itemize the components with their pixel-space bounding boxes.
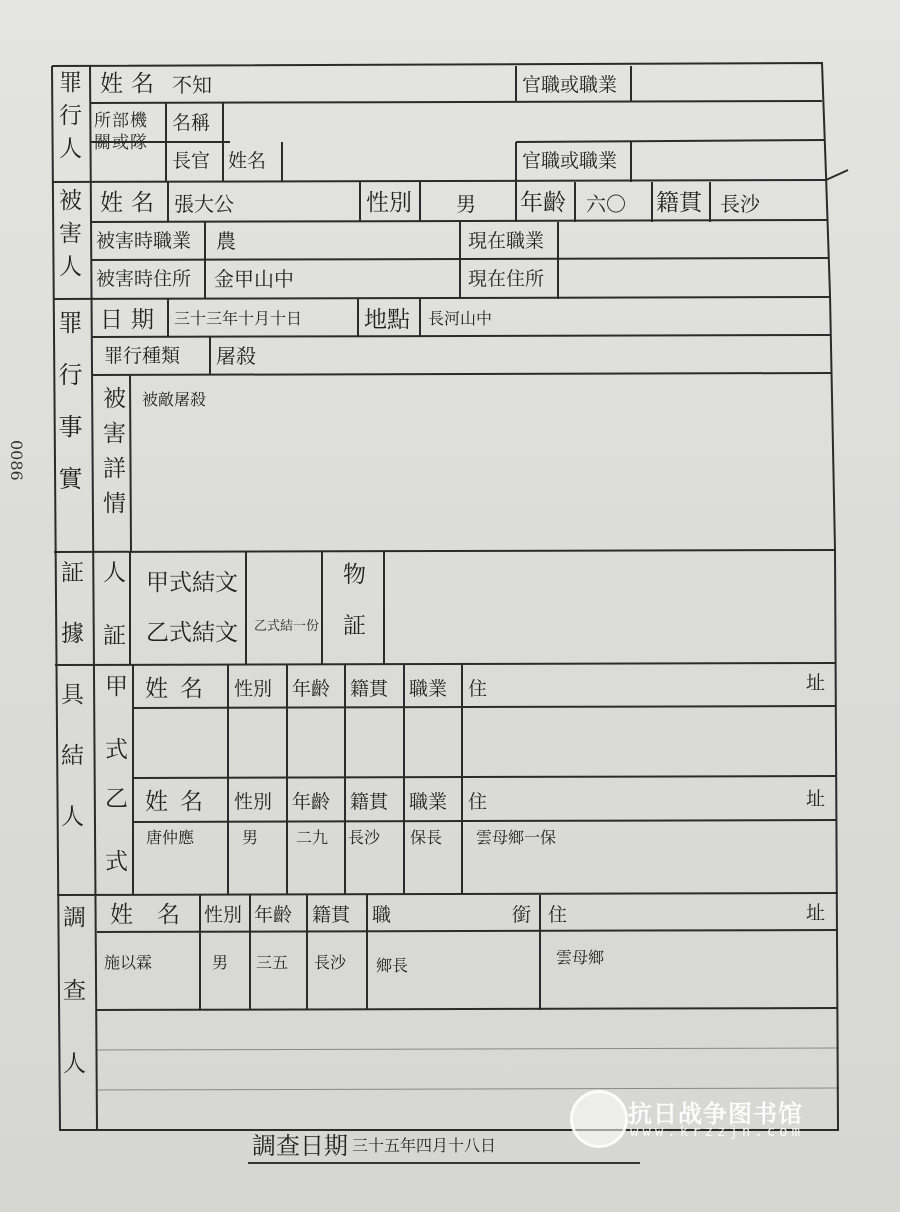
- perpetrator-rank-label: 官職或職業: [522, 74, 618, 96]
- victim-origin-value: 長沙: [720, 192, 760, 216]
- victim-job-then-value: 農: [216, 229, 236, 253]
- facts-place-value: 長河山中: [428, 309, 493, 328]
- crime-type-label: 罪行種類: [104, 345, 181, 367]
- ga-header-sex: 性別: [234, 678, 273, 700]
- victim-origin-label: 籍貫: [656, 190, 702, 216]
- guarantor-a-label: 甲式: [101, 674, 127, 800]
- inv-row-name: 施以霖: [104, 953, 153, 972]
- gb-header-name: 姓名: [145, 789, 215, 815]
- crime-type-value: 屠殺: [216, 344, 256, 368]
- ga-header-addr2: 址: [806, 672, 826, 694]
- form-b-note: 乙式結一份: [254, 619, 320, 634]
- victim-section-label: 被害人: [55, 188, 81, 287]
- gb-header-addr1: 住: [468, 791, 488, 813]
- inv-header-origin: 籍貫: [312, 904, 351, 926]
- gb-row-name: 唐仲應: [146, 828, 195, 847]
- facts-section-label: 罪行事實: [54, 310, 82, 518]
- gb-header-age: 年齡: [292, 791, 331, 813]
- ga-header-job: 職業: [409, 678, 448, 700]
- victim-sex-value: 男: [456, 192, 476, 216]
- inv-row-sex: 男: [212, 953, 229, 972]
- victim-job-now-label: 現在職業: [468, 230, 545, 252]
- material-evidence-label: 物証: [339, 562, 365, 664]
- watermark-title: 抗日战争图书馆: [628, 1100, 803, 1128]
- survey-date-underline: [248, 1162, 640, 1164]
- margin-number: 0086: [7, 440, 26, 481]
- perpetrator-unit-label: 所部機關或隊: [94, 111, 148, 153]
- facts-place-label: 地點: [364, 307, 410, 333]
- gb-header-origin: 籍貫: [350, 791, 389, 813]
- perpetrator-name-label: 姓名: [100, 71, 162, 97]
- commander-name-label: 姓名: [228, 150, 267, 172]
- library-logo-icon: [570, 1090, 628, 1148]
- inv-header-addr2: 址: [806, 902, 826, 924]
- victim-sex-label: 性別: [366, 190, 412, 216]
- inv-header-sex: 性別: [204, 904, 243, 926]
- commander-rank-label: 官職或職業: [522, 150, 618, 172]
- witness-label: 人証: [99, 560, 125, 686]
- details-label: 被害詳情: [99, 386, 125, 526]
- facts-date-value: 三十三年十月十日: [174, 309, 303, 328]
- gb-row-address: 雲母鄉一保: [476, 828, 557, 847]
- victim-job-then-label: 被害時職業: [96, 230, 192, 252]
- ga-header-origin: 籍貫: [350, 678, 389, 700]
- inv-header-name: 姓名: [110, 902, 204, 928]
- commander-label: 長官: [172, 150, 211, 172]
- perpetrator-section-label: 罪行人: [55, 70, 81, 169]
- ga-header-addr1: 住: [468, 678, 488, 700]
- survey-date-label: 調查日期: [252, 1132, 348, 1160]
- gb-header-sex: 性別: [234, 791, 273, 813]
- gb-row-age: 二九: [296, 828, 329, 847]
- gb-row-sex: 男: [242, 828, 259, 847]
- gb-header-addr2: 址: [806, 788, 826, 810]
- victim-address-now-label: 現在住所: [468, 268, 545, 290]
- details-value: 被敵屠殺: [142, 390, 207, 409]
- inv-header-age: 年齡: [254, 904, 293, 926]
- perpetrator-name-value: 不知: [172, 73, 212, 97]
- form-a-label: 甲式結文: [146, 570, 238, 596]
- survey-date-value: 三十五年四月十八日: [352, 1136, 497, 1155]
- victim-name-label: 姓名: [100, 190, 162, 216]
- form-b-label: 乙式結文: [146, 620, 238, 646]
- facts-date-label: 日期: [100, 307, 162, 333]
- investigator-section-label: 調查人: [59, 905, 85, 1124]
- victim-age-value: 六〇: [586, 192, 626, 216]
- watermark-url: www.krzzjn.com: [630, 1124, 805, 1140]
- gb-header-job: 職業: [409, 791, 448, 813]
- inv-row-address: 雲母鄉: [556, 948, 605, 967]
- victim-address-then-value: 金甲山中: [214, 267, 294, 291]
- unit-name-label: 名稱: [172, 112, 211, 134]
- ga-header-age: 年齡: [292, 678, 331, 700]
- inv-row-title: 鄉長: [376, 956, 409, 975]
- inv-header-title1: 職: [372, 904, 392, 926]
- ga-header-name: 姓名: [145, 676, 215, 702]
- inv-header-title2: 銜: [512, 904, 532, 926]
- victim-name-value: 張大公: [174, 192, 234, 216]
- library-watermark: [570, 1090, 830, 1150]
- guarantor-b-label: 乙式: [101, 786, 127, 912]
- gb-row-origin: 長沙: [348, 828, 381, 847]
- inv-row-age: 三五: [256, 953, 289, 972]
- victim-address-then-label: 被害時住所: [96, 268, 192, 290]
- gb-row-job: 保長: [410, 828, 443, 847]
- evidence-section-label: 証據具結人: [57, 560, 83, 865]
- inv-row-origin: 長沙: [314, 953, 347, 972]
- victim-age-label: 年齡: [520, 190, 566, 216]
- inv-header-addr1: 住: [548, 904, 568, 926]
